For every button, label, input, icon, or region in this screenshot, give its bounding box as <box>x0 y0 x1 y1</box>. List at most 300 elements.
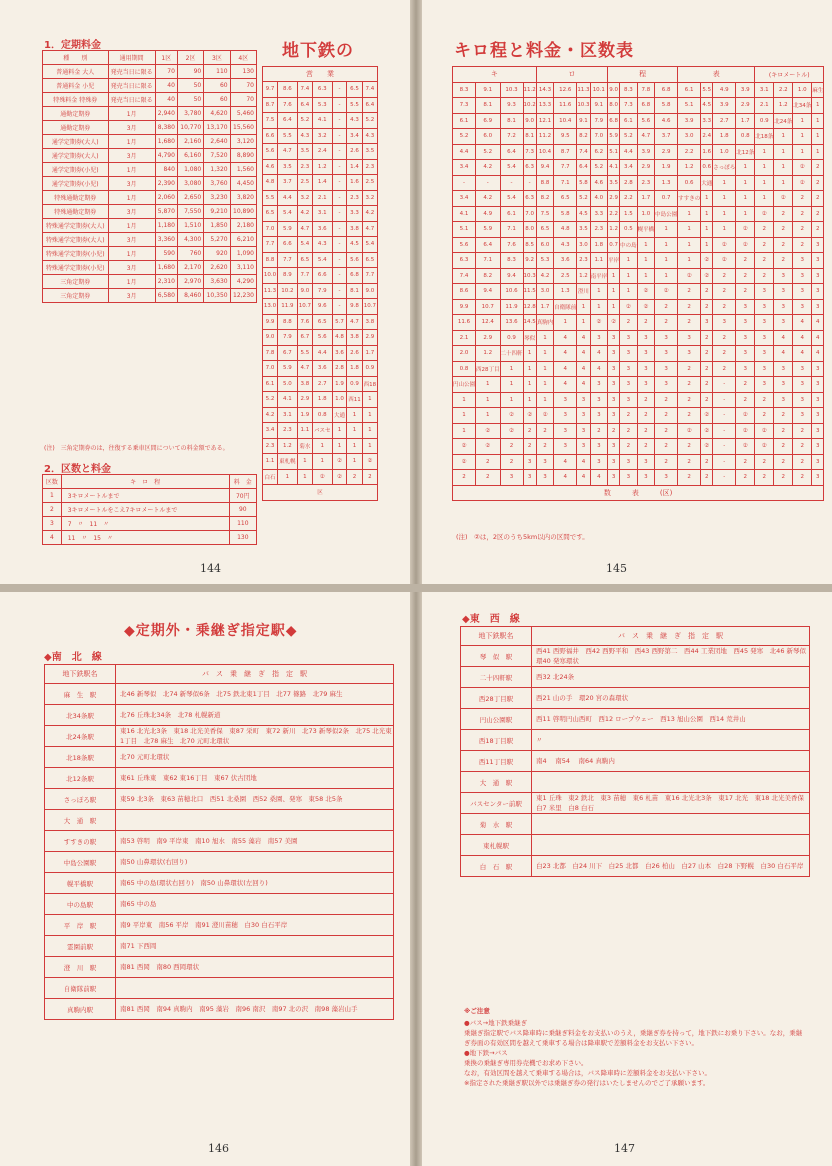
grid-cell: 2.5 <box>554 268 577 284</box>
grid-cell: 2.2 <box>620 191 638 207</box>
fare-cell: 通学定期券(大人) <box>43 135 109 149</box>
fare-header-cell: 4区 <box>230 51 256 65</box>
km-row <box>263 469 378 485</box>
station-name: 澄 川 駅 <box>45 957 116 978</box>
grid-cell: 3 <box>793 377 812 393</box>
grid-cell: 10.6 <box>500 284 523 300</box>
km-cell: 2.1 <box>312 190 332 206</box>
grid-cell: 2 <box>701 284 713 300</box>
grid-cell: 2 <box>678 361 701 377</box>
km-cell: 5.0 <box>278 376 298 392</box>
fare-cell: 1,090 <box>230 247 256 261</box>
km-cell: 7.7 <box>278 252 298 268</box>
fare-cell: 5,270 <box>204 233 230 247</box>
grid-cell: 3 <box>554 408 577 424</box>
fare-cell: 3月 <box>108 233 155 247</box>
fare-cell: 1月 <box>108 135 155 149</box>
grid-cell: 5.6 <box>637 113 655 129</box>
grid-row <box>453 377 824 393</box>
zone-cell: 1 <box>43 489 62 503</box>
grid-cell: 2 <box>774 237 793 253</box>
km-cell: 1 <box>297 454 312 470</box>
book-gutter <box>410 0 422 1166</box>
grid-header-unit: (キロメートル) <box>755 67 824 83</box>
km-cell: - <box>332 159 347 175</box>
grid-cell: 北18条 <box>755 129 774 145</box>
fare-row <box>43 219 257 233</box>
grid-cell: 1 <box>476 408 501 424</box>
km-cell: 1 <box>312 438 332 454</box>
grid-cell: - <box>713 470 736 486</box>
fare-cell: 590 <box>155 247 177 261</box>
grid-cell: 5.2 <box>453 129 476 145</box>
fare-cell: 3,360 <box>155 233 177 247</box>
grid-cell: 1.8 <box>590 237 608 253</box>
notes-list <box>464 1018 804 1088</box>
grid-cell: 1.0 <box>713 144 736 160</box>
fare-cell: 13,170 <box>204 121 230 135</box>
fare-header-cell: 種 別 <box>43 51 109 65</box>
grid-row <box>453 160 824 176</box>
grid-cell: 1 <box>608 268 620 284</box>
grid-cell: 2 <box>774 253 793 269</box>
km-cell: 1.0 <box>332 392 347 408</box>
grid-row <box>453 98 824 114</box>
grid-cell: 2 <box>476 454 501 470</box>
fare-cell: 10,350 <box>204 289 230 303</box>
grid-cell: 3 <box>736 361 755 377</box>
grid-cell: 3 <box>577 439 590 455</box>
grid-cell: ② <box>453 439 476 455</box>
km-cell: 6.1 <box>263 376 278 392</box>
grid-cell: ② <box>500 408 523 424</box>
bus-stops: 西41 西野福井 西42 西野平和 西43 西野第二 西44 工業団地 西45 発寒 北46 新琴似 環40 発寒環状 <box>532 646 810 667</box>
grid-cell: 2 <box>476 470 501 486</box>
km-cell: 8.6 <box>278 82 298 98</box>
grid-cell: 1 <box>637 268 655 284</box>
grid-cell: 8.3 <box>500 253 523 269</box>
fare-cell: 発売当日に限る <box>108 93 155 107</box>
grid-cell: 1.8 <box>713 129 736 145</box>
km-row <box>263 252 378 268</box>
grid-cell: 3 <box>793 284 812 300</box>
bus-stops: 北70 元町北環状 <box>116 747 394 768</box>
grid-cell: 4 <box>554 346 577 362</box>
grid-cell: 2 <box>637 439 655 455</box>
fare-cell: 1月 <box>108 247 155 261</box>
grid-cell: 1 <box>713 206 736 222</box>
grid-cell: 6.1 <box>500 206 523 222</box>
fare-cell: 通学定期券(小児) <box>43 163 109 177</box>
transfer-row <box>45 873 394 894</box>
station-name: 大 通 駅 <box>461 772 532 793</box>
section-teiki-title: 1．定期料金 <box>44 40 101 51</box>
note-line: 乗換の乗継ぎ専用券売機でお求め下さい。 <box>464 1059 588 1067</box>
grid-cell: 2 <box>793 454 812 470</box>
grid-cell: 2 <box>755 408 774 424</box>
grid-cell: 6.3 <box>453 253 476 269</box>
km-cell: 0.9 <box>347 376 362 392</box>
km-cell: 2.3 <box>297 159 312 175</box>
grid-cell: 5.1 <box>453 222 476 238</box>
km-cell: 8.8 <box>278 314 298 330</box>
km-cell: 10.2 <box>278 283 298 299</box>
station-name: さっぽろ駅 <box>45 789 116 810</box>
grid-cell: 3.9 <box>736 82 755 98</box>
grid-cell: 3 <box>755 315 774 331</box>
grid-cell: 2.2 <box>678 144 701 160</box>
km-row <box>263 283 378 299</box>
fare-cell: 920 <box>204 247 230 261</box>
km-cell: 3.7 <box>278 175 298 191</box>
fare-cell: 6,580 <box>155 289 177 303</box>
grid-cell: 2 <box>774 222 793 238</box>
km-cell: 3.3 <box>347 206 362 222</box>
transfer-row <box>461 688 810 709</box>
grid-cell: 4.9 <box>713 82 736 98</box>
fare-header-cell: 3区 <box>204 51 230 65</box>
grid-cell: 5.2 <box>476 144 501 160</box>
grid-cell: 2 <box>678 284 701 300</box>
fare-cell: 特殊通勤定期券 <box>43 205 109 219</box>
grid-cell: 8.6 <box>453 284 476 300</box>
grid-cell: 1 <box>736 191 755 207</box>
grid-cell: 幌平橋 <box>637 222 655 238</box>
grid-cell: 1.2 <box>476 346 501 362</box>
note-line: ※指定された乗継ぎ駅以外では乗継ぎ券の発行はいたしませんのでご了承願います。 <box>464 1079 710 1087</box>
km-cell: 1 <box>347 423 362 439</box>
grid-cell: 3.6 <box>554 253 577 269</box>
fare-cell: 3,760 <box>204 177 230 191</box>
grid-cell: 1 <box>701 222 713 238</box>
grid-cell: 1.3 <box>655 175 678 191</box>
grid-cell: 3 <box>590 408 608 424</box>
zone-cell: 110 <box>229 517 256 531</box>
grid-cell: 3 <box>536 454 554 470</box>
grid-cell: - <box>713 377 736 393</box>
grid-row <box>453 253 824 269</box>
grid-cell: 1.3 <box>554 284 577 300</box>
km-cell: 1 <box>347 407 362 423</box>
grid-cell: 2 <box>701 454 713 470</box>
grid-cell: 1 <box>793 129 812 145</box>
km-cell: 5.5 <box>297 345 312 361</box>
km-row <box>263 175 378 191</box>
grid-cell: 2.1 <box>453 330 476 346</box>
fare-cell: 特殊通勤定期券 <box>43 191 109 205</box>
fare-row <box>43 163 257 177</box>
bus-stops: 西32 北24条 <box>532 667 810 688</box>
km-row <box>263 128 378 144</box>
grid-cell: 2 <box>755 237 774 253</box>
grid-cell: 1 <box>713 175 736 191</box>
grid-cell: 0.6 <box>678 175 701 191</box>
fare-cell: 8,380 <box>155 121 177 135</box>
grid-cell: 3 <box>554 392 577 408</box>
km-cell: 9.0 <box>263 330 278 346</box>
grid-cell: 1 <box>774 129 793 145</box>
km-cell: 5.2 <box>362 113 377 129</box>
grid-cell: 2 <box>678 408 701 424</box>
grid-cell: 1.5 <box>620 206 638 222</box>
grid-cell: 2 <box>500 454 523 470</box>
grid-cell: 3 <box>590 330 608 346</box>
grid-cell: - <box>476 175 501 191</box>
grid-cell: ② <box>608 315 620 331</box>
grid-cell: 6.1 <box>678 82 701 98</box>
grid-cell: 1 <box>590 299 608 315</box>
grid-cell: 北34条 <box>793 98 812 114</box>
grid-row <box>453 470 824 486</box>
page-divider <box>0 584 832 592</box>
note-line: ●地下鉄→バス <box>464 1049 508 1057</box>
grid-cell: 6.8 <box>637 98 655 114</box>
grid-cell: 1 <box>678 253 701 269</box>
fare-row <box>43 247 257 261</box>
grid-cell: 7.0 <box>523 206 536 222</box>
fare-row <box>43 79 257 93</box>
km-row <box>263 82 378 98</box>
grid-cell: 8.2 <box>577 129 590 145</box>
grid-cell: 0.8 <box>736 129 755 145</box>
grid-cell: 1 <box>453 423 476 439</box>
grid-cell: 7.5 <box>536 206 554 222</box>
fare-cell: 発売当日に限る <box>108 79 155 93</box>
grid-cell: 1 <box>678 206 701 222</box>
section-zone-title: 2．区数と料金 <box>44 464 111 475</box>
grid-cell: 3 <box>812 454 824 470</box>
grid-cell: ② <box>523 408 536 424</box>
grid-cell: 2 <box>736 284 755 300</box>
grid-cell: 3 <box>755 361 774 377</box>
grid-cell: 中島公園 <box>655 206 678 222</box>
grid-cell: 2 <box>774 470 793 486</box>
km-cell: 7.0 <box>263 361 278 377</box>
grid-cell: 7.3 <box>523 144 536 160</box>
km-cell: 5.2 <box>297 113 312 129</box>
km-cell: 5.5 <box>347 97 362 113</box>
grid-cell: 2 <box>793 439 812 455</box>
page-number: 147 <box>614 1142 635 1155</box>
km-cell: 1 <box>347 438 362 454</box>
grid-cell: 4.7 <box>637 129 655 145</box>
grid-cell: 2 <box>523 423 536 439</box>
grid-cell: - <box>523 175 536 191</box>
grid-cell: 3 <box>793 268 812 284</box>
grid-cell: 2.7 <box>713 113 736 129</box>
grid-cell: 2 <box>736 377 755 393</box>
fare-cell: 発売当日に限る <box>108 65 155 79</box>
km-cell: 8.8 <box>263 252 278 268</box>
station-name: 真駒内駅 <box>45 999 116 1020</box>
grid-cell: 4 <box>590 470 608 486</box>
grid-cell: 3 <box>590 377 608 393</box>
bus-stops: 南53 啓明 南9 平岸東 南10 旭水 南55 藻岩 南57 美園 <box>116 831 394 852</box>
grid-cell: 11.3 <box>577 82 590 98</box>
grid-cell: 2 <box>755 392 774 408</box>
grid-row <box>453 82 824 98</box>
grid-cell: 2 <box>608 423 620 439</box>
km-cell: 2.3 <box>362 159 377 175</box>
km-cell: 6.5 <box>312 314 332 330</box>
km-cell: 5.3 <box>312 97 332 113</box>
grid-cell: 5.3 <box>536 253 554 269</box>
col-bus: バ ス 乗 継 ぎ 指 定 駅 <box>116 665 394 684</box>
km-cell: 2 <box>362 469 377 485</box>
grid-cell: 3 <box>812 392 824 408</box>
km-cell: 1.8 <box>312 392 332 408</box>
grid-cell: 2 <box>678 299 701 315</box>
km-cell: 3.8 <box>347 221 362 237</box>
zone-fare-table <box>42 474 257 545</box>
km-cell: ② <box>332 469 347 485</box>
fare-row <box>43 275 257 289</box>
grid-cell: ② <box>476 439 501 455</box>
station-name: 琴 似 駅 <box>461 646 532 667</box>
grid-cell: 1 <box>536 377 554 393</box>
station-name: 北18条駅 <box>45 747 116 768</box>
grid-cell: 11.6 <box>453 315 476 331</box>
transfer-row <box>45 747 394 768</box>
grid-cell: 2 <box>637 408 655 424</box>
grid-cell: 6.8 <box>608 113 620 129</box>
grid-cell: 3 <box>590 439 608 455</box>
km-cell: 5.4 <box>362 237 377 253</box>
km-cell: 4.8 <box>332 330 347 346</box>
grid-cell: 2 <box>655 299 678 315</box>
km-cell: 6.3 <box>312 82 332 98</box>
grid-cell: 3 <box>608 470 620 486</box>
grid-cell: 8.1 <box>476 98 501 114</box>
km-cell: 3.1 <box>312 206 332 222</box>
km-cell: ② <box>332 454 347 470</box>
grid-cell: 4 <box>793 315 812 331</box>
km-row <box>263 407 378 423</box>
fare-cell: 6,210 <box>230 233 256 247</box>
grid-cell: 4 <box>577 377 590 393</box>
km-row <box>263 237 378 253</box>
fare-cell: 60 <box>204 79 230 93</box>
notes-title: ※ご注意 <box>464 1007 490 1015</box>
grid-cell: 2 <box>701 470 713 486</box>
grid-cell: 1.7 <box>736 113 755 129</box>
km-cell: 7.7 <box>263 237 278 253</box>
grid-cell: 2 <box>713 284 736 300</box>
grid-cell: - <box>713 454 736 470</box>
km-cell: 2.5 <box>297 175 312 191</box>
station-name: 幌平橋駅 <box>45 873 116 894</box>
fare-cell: 2,640 <box>204 135 230 149</box>
bus-stops <box>116 978 394 999</box>
fare-cell: 特殊通学定期券(小児) <box>43 247 109 261</box>
grid-cell: 4 <box>554 377 577 393</box>
grid-cell: 3 <box>736 346 755 362</box>
km-cell: 1 <box>278 469 298 485</box>
grid-cell: 2 <box>701 330 713 346</box>
grid-cell: 7.9 <box>590 113 608 129</box>
km-row <box>263 330 378 346</box>
bus-stops: 東59 北3条 東63 苗穂北口 西51 北桑園 西52 桑園、発寒 東58 北5条 <box>116 789 394 810</box>
grid-cell: 0.8 <box>453 361 476 377</box>
grid-cell: 2 <box>620 408 638 424</box>
fare-cell: 10,770 <box>177 121 203 135</box>
km-cell: - <box>332 190 347 206</box>
grid-cell: 4 <box>812 330 824 346</box>
grid-cell: 9.5 <box>554 129 577 145</box>
km-cell: 6.5 <box>347 82 362 98</box>
grid-cell: 9.3 <box>500 98 523 114</box>
km-cell: 5.5 <box>263 190 278 206</box>
grid-header-4: 表 <box>678 67 755 83</box>
grid-cell: 2 <box>655 454 678 470</box>
grid-cell: 1 <box>476 392 501 408</box>
grid-cell: 2 <box>736 454 755 470</box>
grid-cell: 2 <box>736 253 755 269</box>
zone-header-cell: キ ロ 程 <box>61 475 229 489</box>
fare-cell: 1,680 <box>155 135 177 149</box>
grid-cell: 4 <box>577 470 590 486</box>
grid-cell: 大通 <box>701 175 713 191</box>
grid-cell: 1 <box>774 160 793 176</box>
fare-cell: 3,120 <box>230 135 256 149</box>
fare-cell: 特殊通学定期券(大人) <box>43 233 109 247</box>
grid-cell: ② <box>453 454 476 470</box>
fare-cell: 8,890 <box>230 149 256 163</box>
grid-cell: 1 <box>637 237 655 253</box>
transfer-row <box>45 978 394 999</box>
grid-cell: 3 <box>793 361 812 377</box>
km-cell: 10.0 <box>263 268 278 284</box>
grid-cell: 3 <box>812 408 824 424</box>
grid-cell: 10.3 <box>500 82 523 98</box>
grid-cell: 1 <box>620 253 638 269</box>
fare-cell: 3,780 <box>177 107 203 121</box>
km-cell: 西18 <box>362 376 377 392</box>
fare-cell: 三角定期券 <box>43 289 109 303</box>
grid-cell: 1 <box>774 144 793 160</box>
bus-stops: 南65 中の島 <box>116 894 394 915</box>
grid-cell: 3 <box>590 392 608 408</box>
grid-cell: 3 <box>608 454 620 470</box>
fare-cell: 特殊料金 特殊券 <box>43 93 109 107</box>
grid-cell: 6.3 <box>523 191 536 207</box>
zone-cell: 4 <box>43 531 62 545</box>
transfer-row <box>45 957 394 978</box>
km-row <box>263 361 378 377</box>
station-name: 円山公園駅 <box>461 709 532 730</box>
fare-cell: 9,210 <box>204 205 230 219</box>
km-header: 営 業 <box>263 67 378 82</box>
grid-cell: 1 <box>523 377 536 393</box>
km-cell: 1.2 <box>278 438 298 454</box>
km-row <box>263 314 378 330</box>
grid-cell: 真駒内 <box>536 315 554 331</box>
grid-header-1: キ <box>453 67 537 83</box>
grid-cell: 5.4 <box>500 191 523 207</box>
km-row <box>263 144 378 160</box>
zone-cell: 11 〃 15 〃 <box>61 531 229 545</box>
fare-cell: 40 <box>155 79 177 93</box>
grid-row <box>453 175 824 191</box>
grid-cell: 1 <box>736 206 755 222</box>
grid-cell: 12.8 <box>523 299 536 315</box>
grid-cell: 4 <box>554 470 577 486</box>
grid-cell: 1.6 <box>701 144 713 160</box>
km-cell: 5.4 <box>278 206 298 222</box>
grid-cell: 8.1 <box>500 113 523 129</box>
station-name: 西11丁目駅 <box>461 751 532 772</box>
km-cell: 8.1 <box>347 283 362 299</box>
